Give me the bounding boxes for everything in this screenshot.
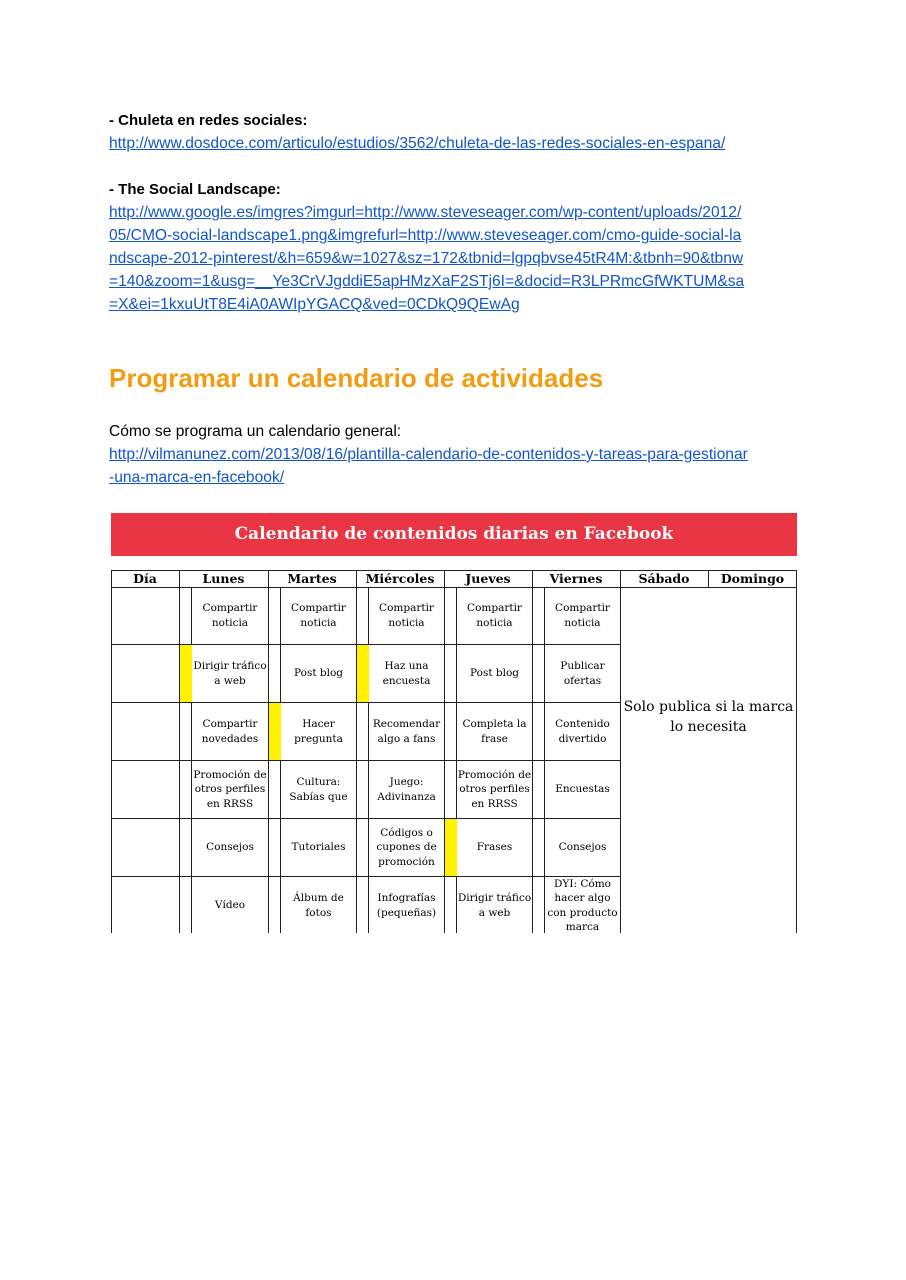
- landscape-link-line[interactable]: =140&zoom=1&usg=__Ye3CrVJgddiE5apHMzXaF2STj6I=&docid=R3LPRmcGfWKTUM&sa: [109, 273, 745, 290]
- calendar-cell: Compartir noticia: [555, 602, 610, 629]
- highlight-marker: [445, 819, 457, 876]
- calendar-cell: Publicar ofertas: [560, 660, 605, 687]
- calendar-intro-text: Cómo se programa un calendario general:: [109, 423, 402, 440]
- calendar-cell: Promoción de otros perfiles en RRSS: [193, 768, 267, 810]
- grid-line: [111, 570, 112, 933]
- calendar-header-cell: Miércoles: [365, 571, 435, 586]
- landscape-link-line[interactable]: 05/CMO-social-landscape1.png&imgrefurl=http://www.steveseager.com/cmo-guide-social-la: [109, 227, 742, 244]
- landscape-link-line[interactable]: http://www.google.es/imgres?imgurl=http://www.steveseager.com/wp-content/uploads/2012/: [109, 204, 742, 221]
- calendar-cell: DYI: Cómo hacer algo con producto marca: [547, 877, 618, 933]
- grid-line: [179, 570, 180, 933]
- calendar-banner: Calendario de contenidos diarias en Facebook: [111, 513, 797, 556]
- calendar-header-cell: Domingo: [720, 571, 785, 586]
- calendar-cell: Compartir novedades: [201, 718, 259, 745]
- calendar-header-cell: Sábado: [638, 571, 690, 586]
- section-heading: Programar un calendario de actividades: [109, 363, 604, 393]
- calendar-header-cell: Martes: [287, 571, 337, 586]
- chuleta-label: - Chuleta en redes sociales:: [109, 112, 308, 129]
- calendar-cell: Completa la frase: [462, 718, 527, 745]
- calendar-header-cell: Día: [133, 571, 157, 586]
- highlight-marker: [180, 645, 192, 702]
- grid-line: [796, 570, 797, 933]
- grid-line: [111, 760, 620, 761]
- calendar-cell: Juego: Adivinanza: [377, 776, 436, 803]
- chuleta-link[interactable]: http://www.dosdoce.com/articulo/estudios/3562/chuleta-de-las-redes-sociales-en-espana/: [109, 135, 726, 152]
- calendar-cell: Infografías (pequeñas): [376, 892, 437, 919]
- calendar-cell: Tutoriales: [291, 841, 346, 854]
- calendar-cell: Cultura: Sabías que: [289, 776, 348, 803]
- grid-line: [111, 818, 620, 819]
- calendar-header-cell: Viernes: [549, 571, 603, 586]
- grid-line: [532, 570, 533, 933]
- landscape-label: - The Social Landscape:: [109, 181, 281, 198]
- calendar-cell: Post blog: [293, 667, 344, 680]
- calendar-intro: [109, 420, 748, 489]
- calendar-cell: Vídeo: [214, 899, 246, 912]
- calendar-cell: Compartir noticia: [202, 602, 258, 629]
- calendar-cell: Consejos: [558, 841, 607, 854]
- calendar-image: [111, 513, 797, 933]
- highlight-marker: [269, 703, 281, 760]
- calendar-cell: Frases: [476, 841, 513, 854]
- grid-line: [356, 570, 357, 933]
- grid-line: [111, 702, 620, 703]
- calendar-cell: Compartir noticia: [291, 602, 346, 629]
- landscape-link-line[interactable]: ndscape-2012-pinterest/&h=659&w=1027&sz=172&tbnid=lgpqbvse45tR4M:&tbnh=90&tbnw: [109, 250, 744, 267]
- calendar-link-line[interactable]: http://vilmanunez.com/2013/08/16/plantilla-calendario-de-contenidos-y-tareas-para-gestionar: [109, 446, 748, 463]
- weekend-note: Solo publica si la marca lo necesita: [623, 699, 794, 735]
- calendar-header-cell: Lunes: [202, 571, 245, 586]
- calendar-cell: Consejos: [206, 841, 254, 854]
- calendar-cell: Dirigir tráfico a web: [457, 892, 532, 919]
- highlight-marker: [357, 645, 369, 702]
- calendar-header-cell: Jueves: [465, 571, 511, 586]
- calendar-cell: Códigos o cupones de promoción: [376, 826, 437, 868]
- calendar-cell: Compartir noticia: [379, 602, 434, 629]
- calendar-cell: Compartir noticia: [467, 602, 522, 629]
- calendar-cell: Álbum de fotos: [293, 892, 344, 919]
- chuleta-section: [109, 109, 725, 155]
- landscape-section: [109, 178, 744, 316]
- calendar-cell: Dirigir tráfico a web: [193, 660, 267, 687]
- landscape-link-line[interactable]: =X&ei=1kxuUtT8E4iA0AWIpYGACQ&ved=0CDkQ9QEwAg: [109, 296, 520, 313]
- grid-line: [111, 876, 620, 877]
- calendar-cell: Promoción de otros perfiles en RRSS: [457, 768, 532, 810]
- calendar-cell: Post blog: [469, 667, 520, 680]
- calendar-cell: Haz una encuesta: [382, 660, 431, 687]
- calendar-cell: Hacer pregunta: [294, 718, 343, 745]
- calendar-cell: Encuestas: [555, 783, 610, 796]
- calendar-link-line[interactable]: -una-marca-en-facebook/: [109, 469, 285, 486]
- calendar-cell: Contenido divertido: [555, 718, 610, 745]
- calendar-cell: Recomendar algo a fans: [372, 718, 441, 745]
- grid-line: [444, 570, 445, 933]
